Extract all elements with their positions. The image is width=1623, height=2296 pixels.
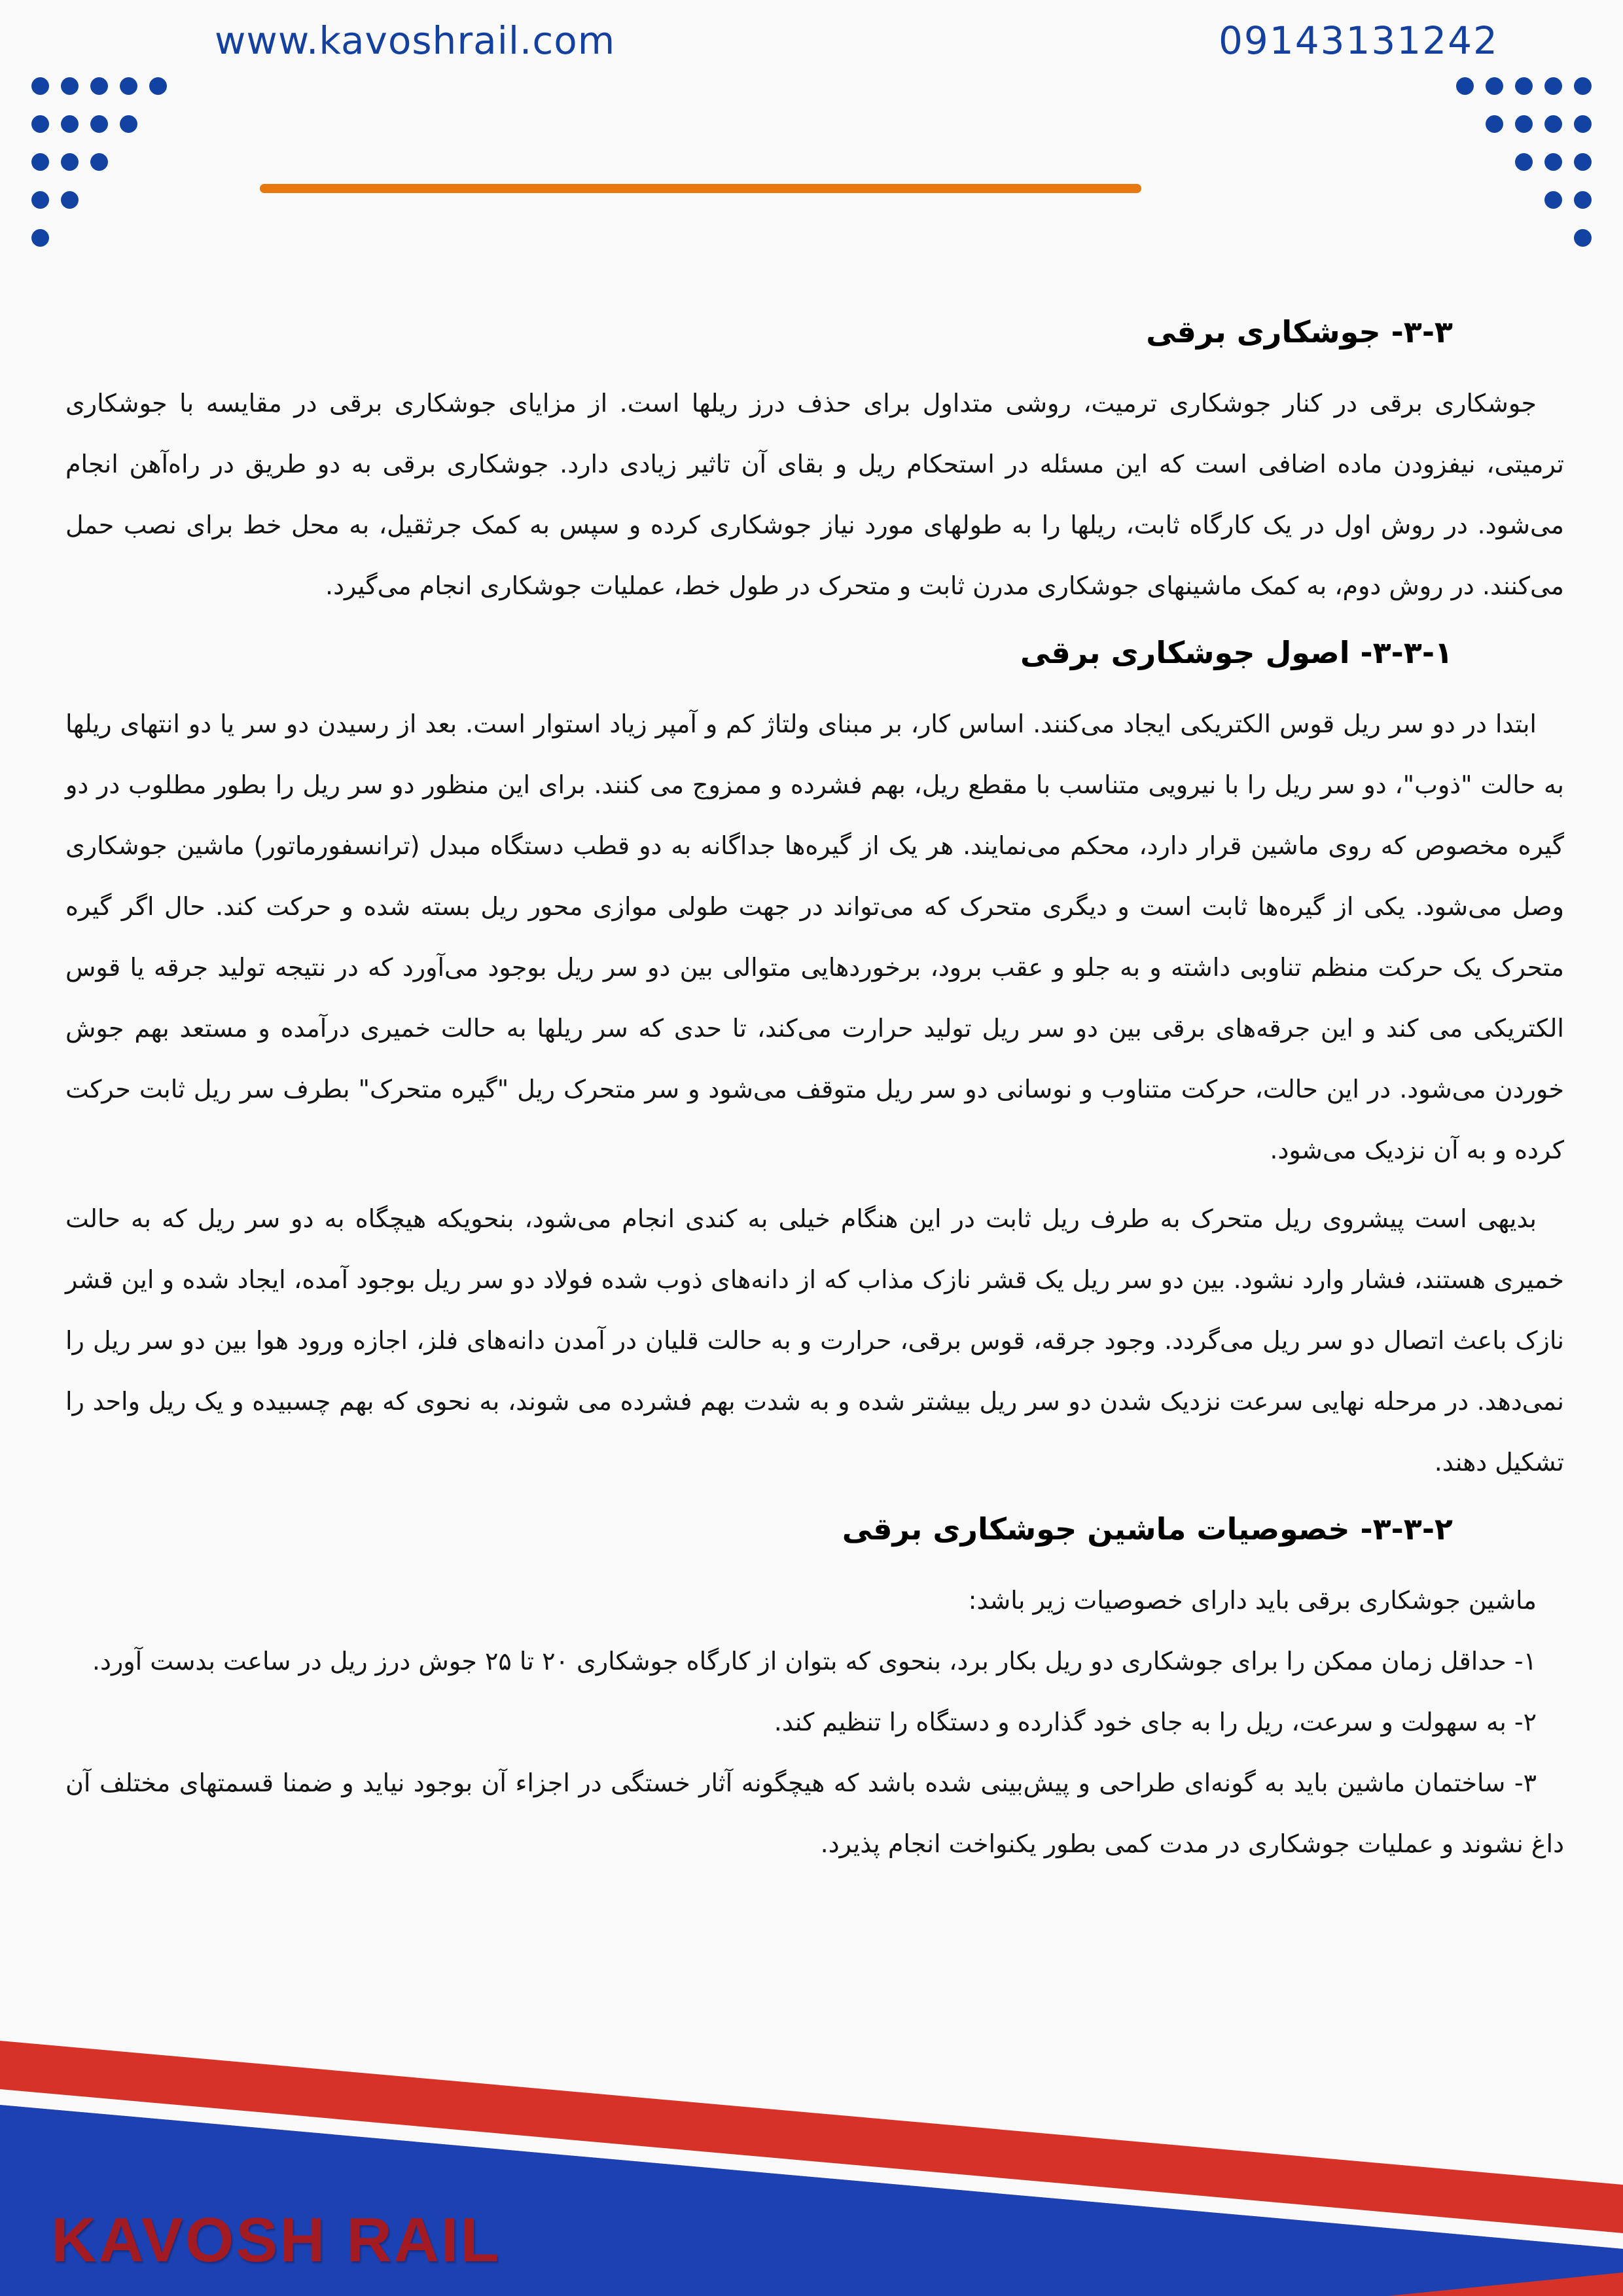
section-heading-welding: ۳-۳- جوشکاری برقی	[1146, 314, 1453, 350]
machine-specs-intro: ماشین جوشکاری برقی باید دارای خصوصیات زیر باشد:	[968, 1586, 1537, 1615]
paragraph-principles-1: ابتدا در دو سر ریل قوس الکتریکی ایجاد می‌کنند. اساس کار، بر مبنای ولتاژ کم و آمپر زیاد استوار است. بعد از رسیدن دو سر یا دو انتهای ریلها به حالت "ذوب"، دو سر ریل را با نیرویی متناسب با مقطع ریل، بهم فشرده و ممزوج می کنند. برای این منظور دو سر ریل را بطور مطلوب در دو گیره مخصوص که روی ماشین قرار دارد، محکم می‌نمایند. هر یک از گیره‌ها جداگانه به دو قطب دستگاه مبدل (ترانسفورماتور) ماشین جوشکاری وصل می‌شود. یکی از گیره‌ها ثابت است و دیگری متحرک که می‌تواند در جهت طولی موازی محور ریل بسته شده و حرکت کند. حال اگر گیره متحرک یک حرکت منظم تناوبی داشته و به جلو و عقب برود، برخوردهایی متوالی بین دو سر ریل بوجود می‌آورد که در نتیجه تولید جرقه یا قوس الکتریکی می کند و این جرقه‌های برقی بین دو سر ریل تولید حرارت می‌کند، تا حدی که سر ریلها به حالت خمیری درآمده و مستعد بهم جوش خوردن می‌شود. در این حالت، حرکت متناوب و نوسانی دو سر ریل متوقف می‌شود و سر متحرک ریل "گیره متحرک" بطرف سر ریل ثابت حرکت کرده و به آن نزدیک می‌شود.	[65, 709, 1564, 1164]
website-url: www.kavoshrail.com	[215, 18, 616, 63]
section-heading-machine-specs: ۳-۳-۲- خصوصیات ماشین جوشکاری برقی	[842, 1511, 1453, 1547]
phone-number: 09143131242	[1219, 18, 1499, 63]
machine-specs-item-2: ۲- به سهولت و سرعت، ریل را به جای خود گذارده و دستگاه را تنظیم کند.	[774, 1708, 1537, 1736]
paragraph-welding-overview: جوشکاری برقی در کنار جوشکاری ترمیت، روشی متداول برای حذف درز ریلها است. از مزایای جوشکاری برقی در مقایسه با جوشکاری ترمیتی، نیفزودن ماده اضافی است که این مسئله در استحکام ریل و بقای آن تاثیر زیادی دارد. جوشکاری برقی به دو طریق در راه‌آهن انجام می‌شود. در روش اول در یک کارگاه ثابت، ریلها را به طولهای مورد نیاز جوشکاری کرده و سپس به کمک جرثقیل، به محل خط برای نصب حمل می‌کنند. در روش دوم، به کمک ماشینهای جوشکاری مدرن ثابت و متحرک در طول خط، عملیات جوشکاری انجام می‌گیرد.	[65, 389, 1564, 600]
brand-logo-text: KAVOSH RAIL	[51, 2205, 501, 2275]
paragraph-principles-2: بدیهی است پیشروی ریل متحرک به طرف ریل ثابت در این هنگام خیلی به کندی انجام می‌شود، بنحویکه هیچگاه به دو سر ریل که به حالت خمیری هستند، فشار وارد نشود. بین دو سر ریل یک قشر نازک مذاب که از دانه‌های ذوب شده فولاد دو سر ریل بوجود آمده، ایجاد شده و این قشر نازک باعث اتصال دو سر ریل می‌گردد. وجود جرقه، قوس برقی، حرارت و به حالت قلیان در آمدن دانه‌های فلز، اجازه ورود هوا بین دو سر ریل را نمی‌دهد. در مرحله نهایی سرعت نزدیک شدن دو سر ریل بیشتر شده و به شدت بهم فشرده می شوند، به نحوی که بهم چسبیده و یک ریل واحد را تشکیل دهند.	[65, 1204, 1564, 1477]
section-heading-principles: ۳-۳-۱- اصول جوشکاری برقی	[1020, 635, 1453, 670]
machine-specs-item-1: ۱- حداقل زمان ممکن را برای جوشکاری دو ریل بکار برد، بنحوی که بتوان از کارگاه جوشکاری ۲۰ تا ۲۵ جوش درز ریل در ساعت بدست آورد.	[92, 1647, 1537, 1676]
machine-specs-item-3: ۳- ساختمان ماشین باید به گونه‌ای طراحی و پیش‌بینی شده باشد که هیچگونه آثار خستگی در اجزاء آن بوجود نیاید و ضمنا قسمتهای مختلف آن داغ نشوند و عملیات جوشکاری در مدت کمی بطور یکنواخت انجام پذیرد.	[65, 1768, 1564, 1858]
